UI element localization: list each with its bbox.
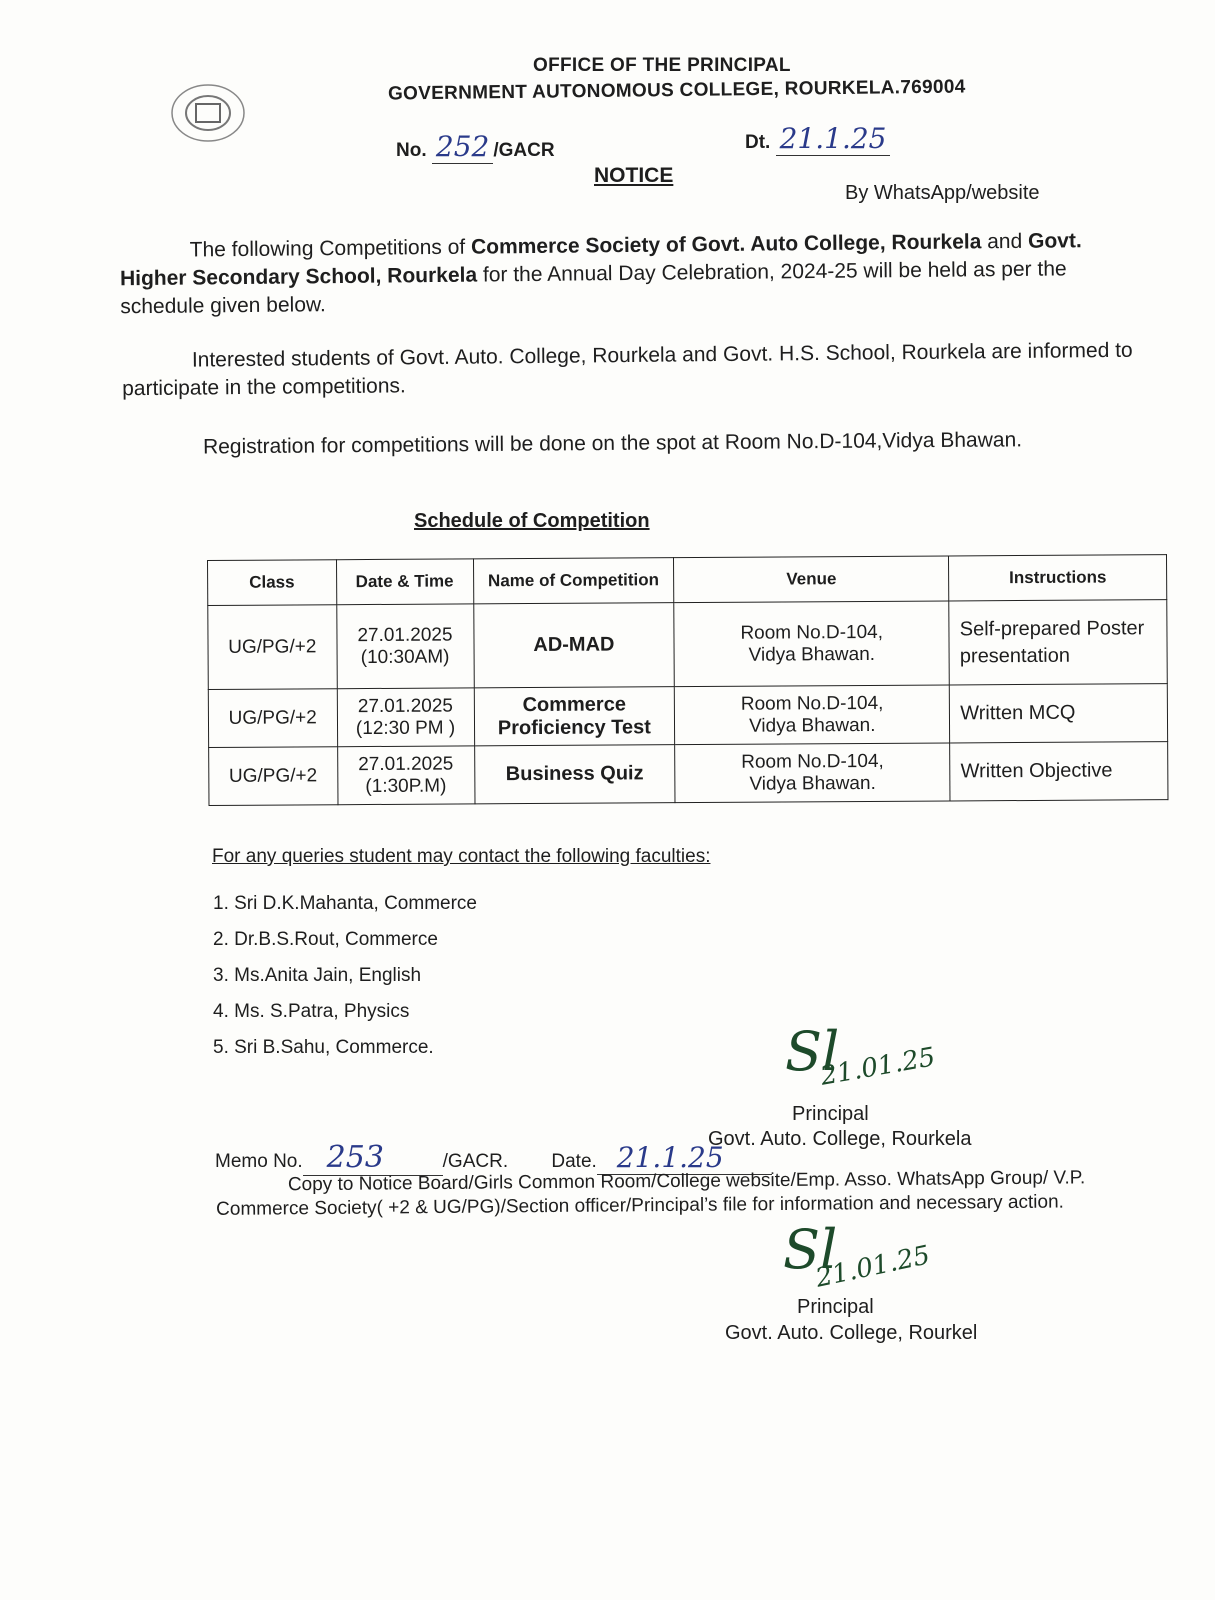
memo-label: Memo No. (215, 1151, 303, 1172)
venue-room: Room No.D-104, (740, 692, 884, 715)
p1-text-end: for the Annual Day Celebration, 2024-25 will be held as per the schedule given below. (120, 257, 1067, 319)
signature-2-org: Govt. Auto. College, Rourkel (725, 1322, 978, 1344)
memo-date-label: Date. (551, 1151, 597, 1172)
signature-2-title: Principal (797, 1296, 874, 1318)
cell-instructions: Written MCQ (950, 684, 1168, 743)
paragraph-registration: Registration for competitions will be done on the spot at Room No.D-104,Vidya Bhawan. (202, 428, 1023, 459)
table-row (208, 600, 1167, 690)
cell-time: (10:30AM) (360, 646, 450, 668)
date-label: Dt. (745, 132, 771, 153)
venue-building: Vidya Bhawan. (748, 643, 876, 666)
contact-item: 1. Sri D.K.Mahanta, Commerce (213, 893, 477, 914)
college-seal-icon (168, 82, 248, 144)
cell-date-time (337, 688, 474, 747)
cell-class: UG/PG/+2 (209, 747, 338, 806)
contact-item: 4. Ms. S.Patra, Physics (213, 1001, 410, 1022)
cell-date-time (337, 746, 474, 805)
paragraph-participation: Interested students of Govt. Auto. College, Rourkela and Govt. H.S. School, Rourkela are informed to participate in the competitions. (122, 338, 1133, 401)
p1-org-school: Govt. Higher Secondary School, Rourkela (119, 229, 1082, 291)
contacts-heading: For any queries student may contact the following faculties: (212, 846, 711, 867)
cell-class: UG/PG/+2 (208, 689, 337, 748)
cell-date: 27.01.2025 (357, 624, 453, 646)
memo-copy-text: Copy to Notice Board/Girls Common Room/College website/Emp. Asso. WhatsApp Group/ V.P. Commerce Society( +2 & UG/PG)/Section officer/Principal’s file for information and necessary action. (216, 1167, 1086, 1220)
cell-instructions: Written Objective (950, 742, 1168, 801)
cell-venue (675, 743, 950, 803)
cell-competition: Commerce Proficiency Test (474, 687, 675, 746)
header-competition: Name of Competition (473, 558, 674, 604)
no-suffix: /GACR (493, 140, 555, 161)
contact-item: 3. Ms.Anita Jain, English (213, 965, 422, 986)
header-date-time: Date & Time (336, 559, 473, 605)
college-name: GOVERNMENT AUTONOMOUS COLLEGE, ROURKELA.769004 (387, 76, 966, 105)
venue-building: Vidya Bhawan. (748, 714, 876, 737)
principal-signature-2: Sl (783, 1218, 838, 1281)
cell-date: 27.01.2025 (358, 752, 454, 775)
cell-class: UG/PG/+2 (208, 605, 337, 690)
memo-number: 253 (303, 1140, 443, 1176)
table-row (208, 684, 1167, 748)
cell-time: (1:30P.M) (365, 775, 447, 797)
schedule-title: Schedule of Competition (414, 510, 650, 532)
table-header-row (208, 555, 1167, 606)
memo-suffix: /GACR. (442, 1151, 509, 1172)
table-row (209, 742, 1168, 806)
signature-1-org: Govt. Auto. College, Rourkela (708, 1128, 972, 1150)
cell-competition: Business Quiz (474, 745, 675, 804)
date-value: 21.1.25 (776, 122, 891, 156)
cell-date-time (336, 604, 474, 689)
cell-venue (675, 685, 950, 745)
paragraph-competitions (120, 227, 1131, 322)
cell-competition: AD-MAD (473, 603, 674, 688)
distribution-note: By WhatsApp/website (845, 182, 1040, 204)
no-label: No. (396, 140, 427, 161)
contact-item: 2. Dr.B.S.Rout, Commerce (213, 929, 438, 950)
signature-1-date: 21.01.25 (818, 1042, 938, 1092)
memo-date: 21.1.25 (597, 1141, 772, 1175)
p1-org-commerce-society: Commerce Society of Govt. Auto College, Rourkela (470, 230, 982, 259)
venue-room: Room No.D-104, (741, 750, 884, 773)
office-title: OFFICE OF THE PRINCIPAL (533, 55, 791, 76)
p1-text: The following Competitions of (189, 235, 472, 262)
cell-date: 27.01.2025 (357, 695, 454, 717)
notice-title: NOTICE (594, 164, 674, 187)
header-venue: Venue (674, 556, 949, 603)
p1-text-and: and (981, 229, 1029, 254)
notice-number (396, 130, 555, 163)
signature-2-date: 21.01.25 (813, 1240, 933, 1294)
header-instructions: Instructions (949, 555, 1167, 601)
header-class: Class (208, 560, 337, 606)
venue-room: Room No.D-104, (740, 621, 884, 644)
venue-building: Vidya Bhawan. (749, 772, 876, 795)
cell-venue (674, 601, 950, 687)
cell-instructions: Self-prepared Poster presentation (949, 600, 1167, 685)
schedule-table (207, 554, 1168, 806)
no-value: 252 (432, 130, 493, 164)
signature-1-title: Principal (792, 1103, 869, 1125)
principal-signature-1: Sl (785, 1020, 840, 1083)
contact-item: 5. Sri B.Sahu, Commerce. (213, 1037, 434, 1058)
cell-time: (12:30 PM ) (355, 716, 456, 739)
notice-date (745, 122, 890, 155)
